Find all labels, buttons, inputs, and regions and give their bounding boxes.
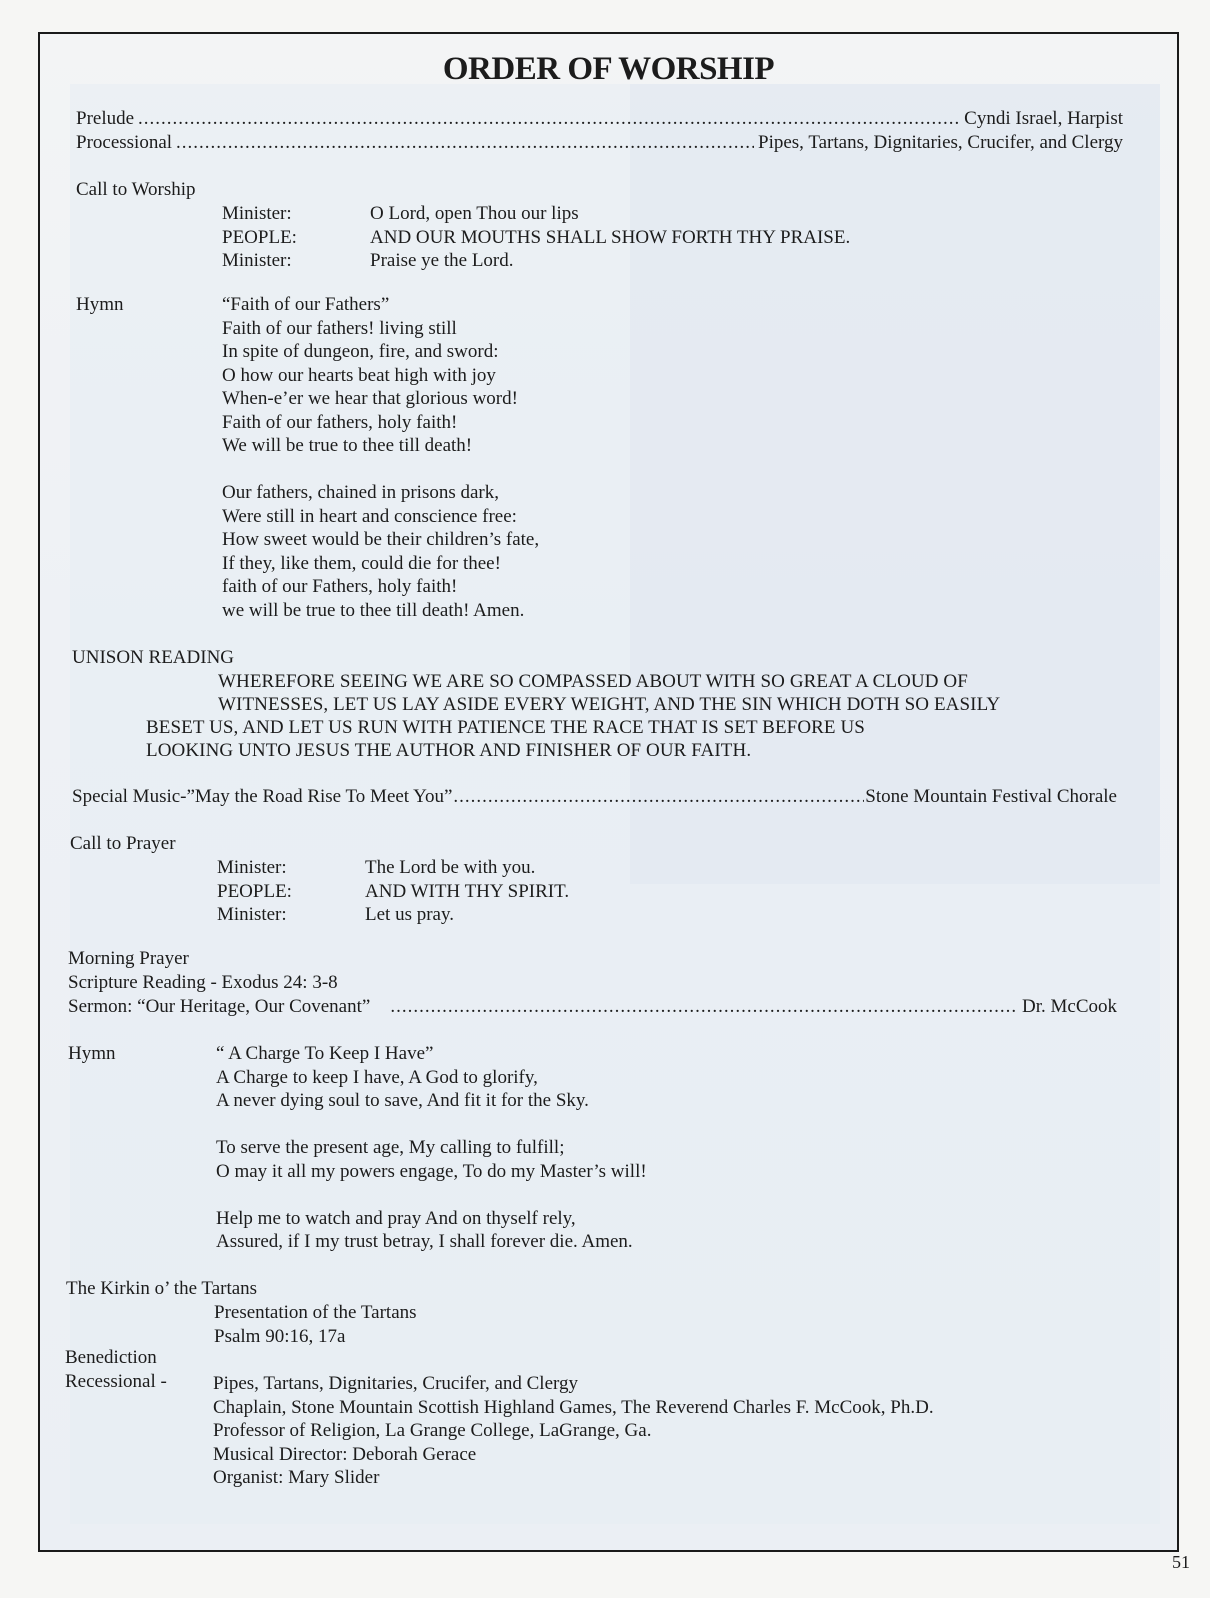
sermon-value: Dr. McCook — [1022, 996, 1117, 1017]
lyric-line: O how our hearts beat high with joy — [222, 364, 496, 386]
hymn1-lyrics — [222, 293, 539, 622]
call-to-prayer-speakers — [217, 856, 292, 927]
reading-line: WHEREFORE SEEING WE ARE SO COMPASSED ABOUT WITH SO GREAT A CLOUD OF — [218, 671, 968, 692]
prelude-label: Prelude — [76, 108, 135, 129]
recessional-line: Chaplain, Stone Mountain Scottish Highland Games, The Reverend Charles F. McCook, Ph.D. — [213, 1396, 934, 1418]
lyric-line: Were still in heart and conscience free: — [222, 505, 517, 527]
call-to-worship-speakers — [222, 202, 297, 273]
reading-line: LOOKING UNTO JESUS THE AUTHOR AND FINISHER OF OUR FAITH. — [146, 740, 752, 761]
speaker: Minister: — [222, 203, 292, 224]
lyric-line: Our fathers, chained in prisons dark, — [222, 482, 500, 503]
hymn1-title: “Faith of our Fathers” — [222, 294, 390, 315]
processional-label: Processional — [76, 132, 173, 153]
unison-reading-label: UNISON READING — [72, 647, 235, 668]
special-music-value: Stone Mountain Festival Chorale — [865, 786, 1117, 807]
lyric-line: O may it all my powers engage, To do my Master’s will! — [216, 1160, 647, 1182]
lyric-line: A Charge to keep I have, A God to glorify, — [216, 1066, 538, 1088]
benediction: Benediction — [65, 1347, 157, 1368]
special-music-row — [72, 785, 1117, 809]
speaker: Minister: — [217, 904, 287, 925]
leader-dots — [138, 107, 960, 131]
hymn2-label: Hymn — [68, 1043, 116, 1064]
speaker: PEOPLE: — [222, 226, 297, 248]
response-text: The Lord be with you. — [365, 857, 536, 878]
kirkin-lines — [214, 1301, 417, 1348]
speaker: Minister: — [217, 857, 287, 878]
morning-prayer: Morning Prayer — [68, 948, 189, 969]
recessional-label: Recessional - — [65, 1371, 167, 1392]
recessional-lines — [213, 1372, 934, 1490]
lyric-line: faith of our Fathers, holy faith! — [222, 576, 458, 597]
program-content — [40, 34, 1177, 1550]
processional-value: Pipes, Tartans, Dignitaries, Crucifer, and Clergy — [758, 132, 1123, 153]
verse-gap — [216, 1113, 647, 1137]
lyric-line: When-e’er we hear that glorious word! — [222, 388, 518, 409]
response-text: AND OUR MOUTHS SHALL SHOW FORTH THY PRAISE. — [370, 226, 851, 248]
hymn2-title: “ A Charge To Keep I Have” — [216, 1043, 434, 1064]
page-number: 51 — [1172, 1552, 1190, 1572]
prelude-row — [76, 107, 1123, 131]
lyric-line: A never dying soul to save, And fit it for the Sky. — [216, 1090, 589, 1111]
lyric-line: Assured, if I my trust betray, I shall forever die. Amen. — [216, 1231, 633, 1252]
lyric-line: Faith of our fathers! living still — [222, 317, 457, 339]
call-to-worship-label: Call to Worship — [76, 179, 196, 200]
speaker: Minister: — [222, 250, 292, 271]
call-to-worship-responses — [370, 202, 850, 273]
special-music-label: Special Music-”May the Road Rise To Meet You” — [72, 786, 453, 807]
call-to-prayer-responses — [365, 856, 569, 927]
leader-dots — [390, 995, 1018, 1019]
lyric-line: We will be true to thee till death! — [222, 435, 473, 456]
reading-line: WITNESSES, LET US LAY ASIDE EVERY WEIGHT, AND THE SIN WHICH DOTH SO EASILY — [218, 694, 1001, 715]
prelude-value: Cyndi Israel, Harpist — [964, 108, 1123, 129]
kirkin-line: Psalm 90:16, 17a — [214, 1325, 346, 1347]
leader-dots — [453, 785, 864, 809]
hymn1-label: Hymn — [76, 294, 124, 315]
lyric-line: How sweet would be their children’s fate, — [222, 529, 540, 550]
lyric-line: Help me to watch and pray And on thyself rely, — [216, 1207, 576, 1229]
lyric-line: To serve the present age, My calling to fulfill; — [216, 1137, 565, 1158]
verse-gap — [216, 1183, 647, 1207]
scripture-reading: Scripture Reading - Exodus 24: 3-8 — [68, 972, 338, 993]
page-frame — [38, 32, 1179, 1552]
leader-dots — [176, 131, 754, 155]
lyric-line: In spite of dungeon, fire, and sword: — [222, 341, 499, 362]
verse-gap — [222, 458, 539, 482]
response-text: AND WITH THY SPIRIT. — [365, 880, 570, 902]
page-title: ORDER OF WORSHIP — [442, 51, 775, 87]
sermon-row — [68, 995, 1117, 1019]
hymn2-lyrics — [216, 1042, 647, 1254]
call-to-prayer-label: Call to Prayer — [70, 833, 176, 854]
response-text: Praise ye the Lord. — [370, 250, 514, 271]
recessional-line: Pipes, Tartans, Dignitaries, Crucifer, and Clergy — [213, 1373, 578, 1394]
recessional-line: Professor of Religion, La Grange College, LaGrange, Ga. — [213, 1420, 652, 1441]
recessional-line: Musical Director: Deborah Gerace — [213, 1443, 477, 1465]
sermon-label: Sermon: “Our Heritage, Our Covenant” — [68, 996, 371, 1017]
lyric-line: we will be true to thee till death! Amen. — [222, 599, 525, 621]
reading-line: BESET US, AND LET US RUN WITH PATIENCE THE RACE THAT IS SET BEFORE US — [146, 717, 865, 738]
kirkin-label: The Kirkin o’ the Tartans — [66, 1278, 258, 1299]
lyric-line: Faith of our fathers, holy faith! — [222, 411, 458, 433]
lyric-line: If they, like them, could die for thee! — [222, 552, 501, 574]
response-text: Let us pray. — [365, 904, 454, 925]
kirkin-line: Presentation of the Tartans — [214, 1302, 417, 1323]
speaker: PEOPLE: — [217, 880, 292, 902]
response-text: O Lord, open Thou our lips — [370, 203, 579, 224]
recessional-line: Organist: Mary Slider — [213, 1467, 380, 1488]
processional-row — [76, 131, 1123, 155]
